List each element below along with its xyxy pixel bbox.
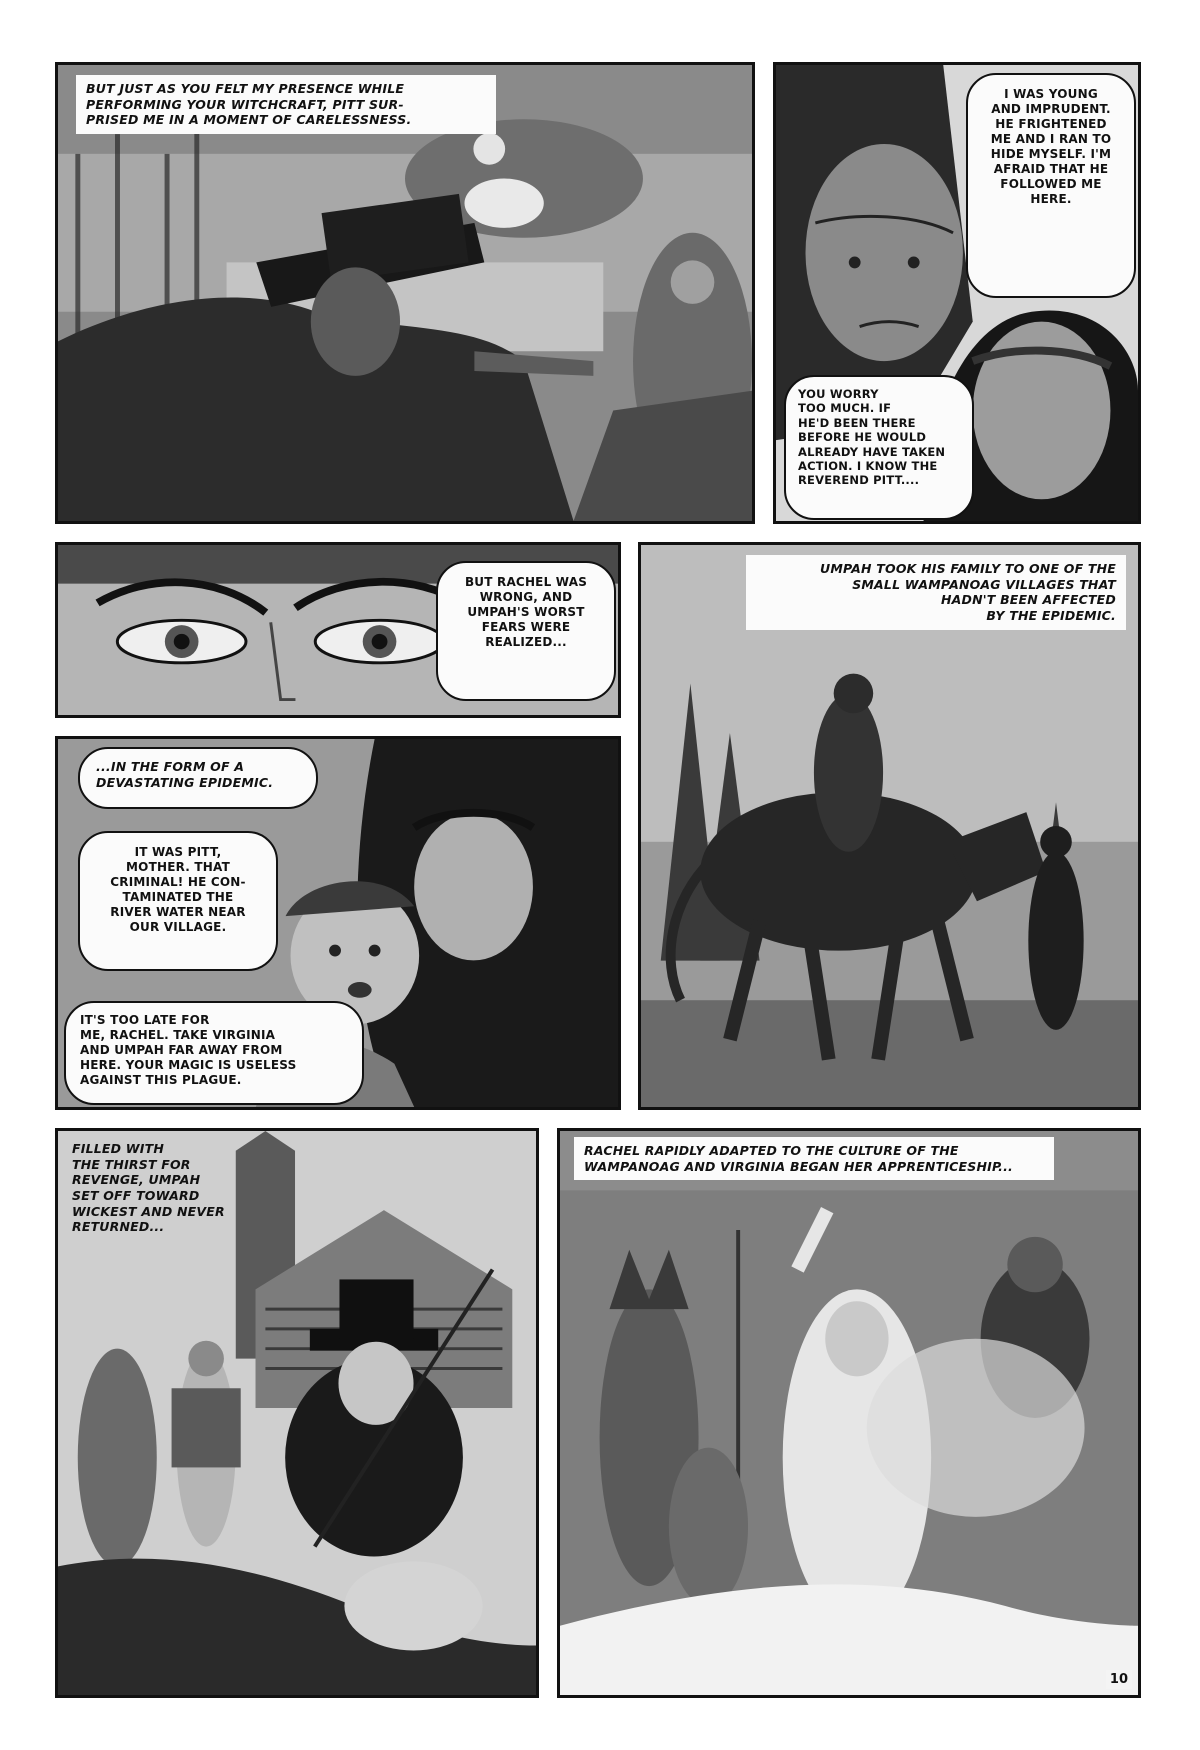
speech-bubble-too-late: IT'S TOO LATE FOR ME, RACHEL. TAKE VIRGINIA AND UMPAH FAR AWAY FROM HERE. YOUR MAGIC IS USELESS AGAINST THIS PLAGUE.	[64, 1001, 364, 1105]
panel-eyes-closeup	[55, 542, 621, 718]
speech-bubble-epidemic: ...IN THE FORM OF A DEVASTATING EPIDEMIC.	[78, 747, 318, 809]
speech-bubble-young-imprudent: I WAS YOUNG AND IMPRUDENT. HE FRIGHTENED ME AND I RAN TO HIDE MYSELF. I'M AFRAID THAT HE FOLLOWED ME HERE.	[966, 73, 1136, 298]
panel-young-imprudent	[773, 62, 1141, 524]
panel-pitt-surprise	[55, 62, 755, 524]
page-number: 10	[1106, 1670, 1132, 1689]
panel-umpah-revenge	[55, 1128, 539, 1698]
caption-umpah-family: UMPAH TOOK HIS FAMILY TO ONE OF THE SMALL WAMPANOAG VILLAGES THAT HADN'T BEEN AFFECTED BY THE EPIDEMIC.	[746, 555, 1126, 630]
caption-pitt-surprise: BUT JUST AS YOU FELT MY PRESENCE WHILE PERFORMING YOUR WITCHCRAFT, PITT SUR- PRISED ME IN A MOMENT OF CARELESSNESS.	[76, 75, 496, 134]
panel-umpah-horse	[638, 542, 1141, 1110]
panel-art-ritual	[560, 1131, 1138, 1695]
speech-bubble-rachel-wrong: BUT RACHEL WAS WRONG, AND UMPAH'S WORST FEARS WERE REALIZED...	[436, 561, 616, 701]
panel-epidemic	[55, 736, 621, 1110]
speech-bubble-it-was-pitt: IT WAS PITT, MOTHER. THAT CRIMINAL! HE CON- TAMINATED THE RIVER WATER NEAR OUR VILLAGE.	[78, 831, 278, 971]
caption-rachel-apprenticeship: RACHEL RAPIDLY ADAPTED TO THE CULTURE OF THE WAMPANOAG AND VIRGINIA BEGAN HER APPRENTICESHIP...	[574, 1137, 1054, 1180]
panel-rachel-adapted	[557, 1128, 1141, 1698]
speech-bubble-worry-too-much: YOU WORRY TOO MUCH. IF HE'D BEEN THERE BEFORE HE WOULD ALREADY HAVE TAKEN ACTION. I KNOW THE REVEREND PITT....	[784, 375, 974, 520]
caption-thirst-revenge: FILLED WITH THE THIRST FOR REVENGE, UMPAH SET OFF TOWARD WICKEST AND NEVER RETURNED...	[72, 1141, 225, 1235]
